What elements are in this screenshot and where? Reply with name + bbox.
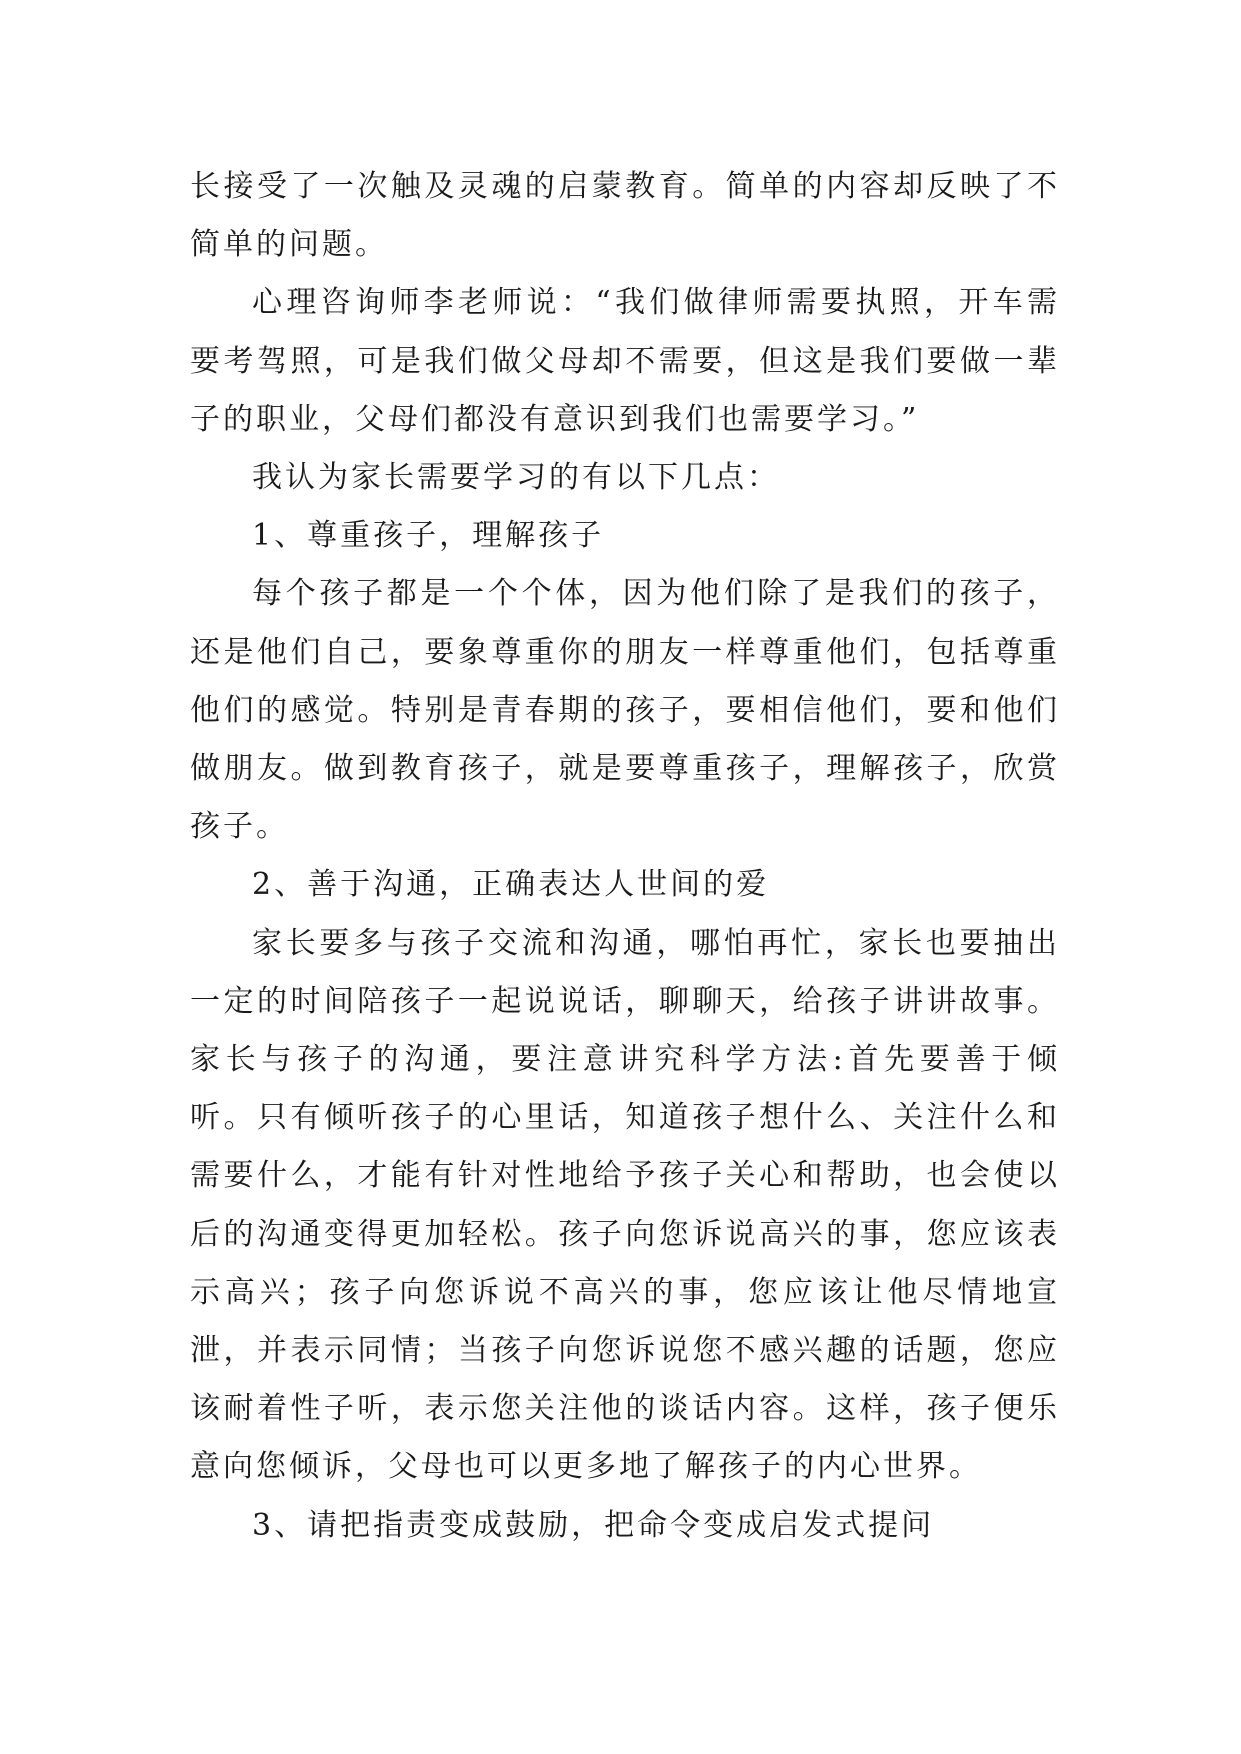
document-page xyxy=(190,158,1060,1555)
section-heading-3: 3、请把指责变成鼓励，把命令变成启发式提问 xyxy=(252,1507,935,1543)
paragraph-points-intro: 我认为家长需要学习的有以下几点： xyxy=(252,460,780,496)
section-heading-2: 2、善于沟通，正确表达人世间的爱 xyxy=(252,867,770,903)
paragraph-quote: 心理咨询师李老师说：“我们做律师需要执照，开车需要考驾照，可是我们做父母却不需要，但这是我们要做一辈子的职业，父母们都没有意识到我们也需要学习。” xyxy=(190,285,1060,437)
paragraph-intro: 长接受了一次触及灵魂的启蒙教育。简单的内容却反映了不简单的问题。 xyxy=(190,169,1060,263)
paragraph-section-1: 每个孩子都是一个个体，因为他们除了是我们的孩子，还是他们自己，要象尊重你的朋友一样尊重他们，包括尊重他们的感觉。特别是青春期的孩子，要相信他们，要和他们做朋友。做到教育孩子，就是要尊重孩子，理解孩子，欣赏孩子。 xyxy=(190,576,1060,845)
paragraph-section-2: 家长要多与孩子交流和沟通，哪怕再忙，家长也要抽出一定的时间陪孩子一起说说话，聊聊天，给孩子讲讲故事。家长与孩子的沟通，要注意讲究科学方法:首先要善于倾听。只有倾听孩子的心里话，知道孩子想什么、关注什么和需要什么，才能有针对性地给予孩子关心和帮助，也会使以后的沟通变得更加轻松。孩子向您诉说高兴的事，您应该表示高兴；孩子向您诉说不高兴的事，您应该让他尽情地宣泄，并表示同情；当孩子向您诉说您不感兴趣的话题，您应该耐着性子听，表示您关注他的谈话内容。这样，孩子便乐意向您倾诉，父母也可以更多地了解孩子的内心世界。 xyxy=(190,925,1060,1485)
section-heading-1: 1、尊重孩子，理解孩子 xyxy=(252,518,605,554)
